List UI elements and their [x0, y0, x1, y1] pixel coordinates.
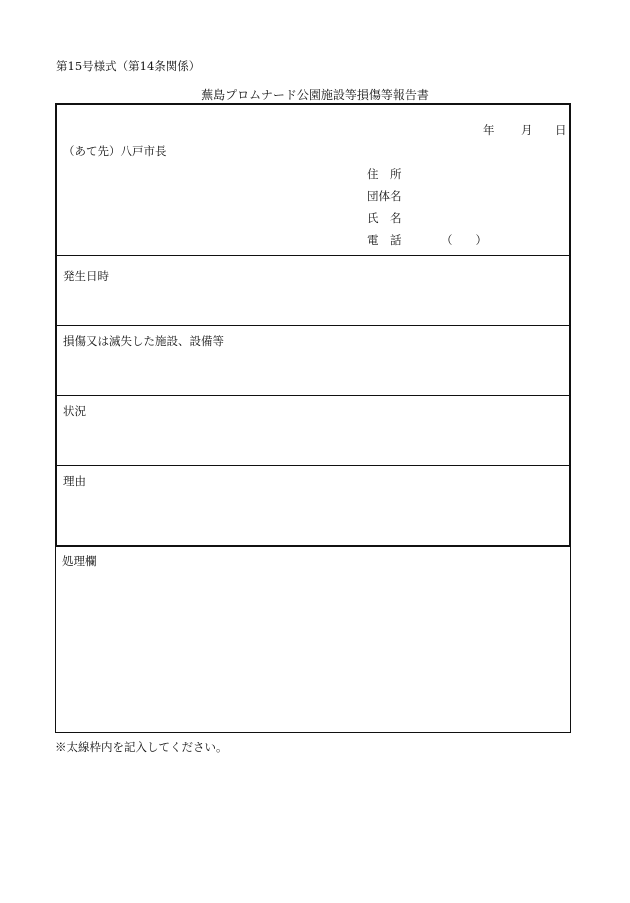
- address-label: 住 所: [367, 167, 402, 181]
- processing-label: 処理欄: [62, 554, 97, 568]
- processing-frame: [55, 546, 571, 733]
- divider-4: [57, 465, 569, 466]
- footnote: ※太線枠内を記入してください。: [55, 740, 228, 754]
- divider-3: [57, 395, 569, 396]
- organization-label: 団体名: [367, 189, 402, 203]
- section-label-damaged-facility: 損傷又は滅失した施設、設備等: [63, 334, 224, 348]
- form-number: 第15号様式（第14条関係）: [56, 59, 201, 73]
- phone-parens: （ ）: [441, 233, 487, 247]
- divider-2: [57, 325, 569, 326]
- name-label: 氏 名: [367, 211, 402, 225]
- phone-label: 電 話: [367, 233, 402, 247]
- section-label-reason: 理由: [63, 474, 86, 488]
- divider-1: [57, 255, 569, 256]
- date-year: 年: [483, 123, 495, 137]
- form-title: 蕪島プロムナード公園施設等損傷等報告書: [201, 88, 429, 102]
- section-label-occurrence-datetime: 発生日時: [63, 269, 109, 283]
- section-label-situation: 状況: [63, 404, 86, 418]
- date-month: 月: [521, 123, 533, 137]
- addressee: （あて先）八戸市長: [63, 144, 167, 158]
- date-day: 日: [555, 123, 567, 137]
- main-form-frame: [55, 103, 571, 547]
